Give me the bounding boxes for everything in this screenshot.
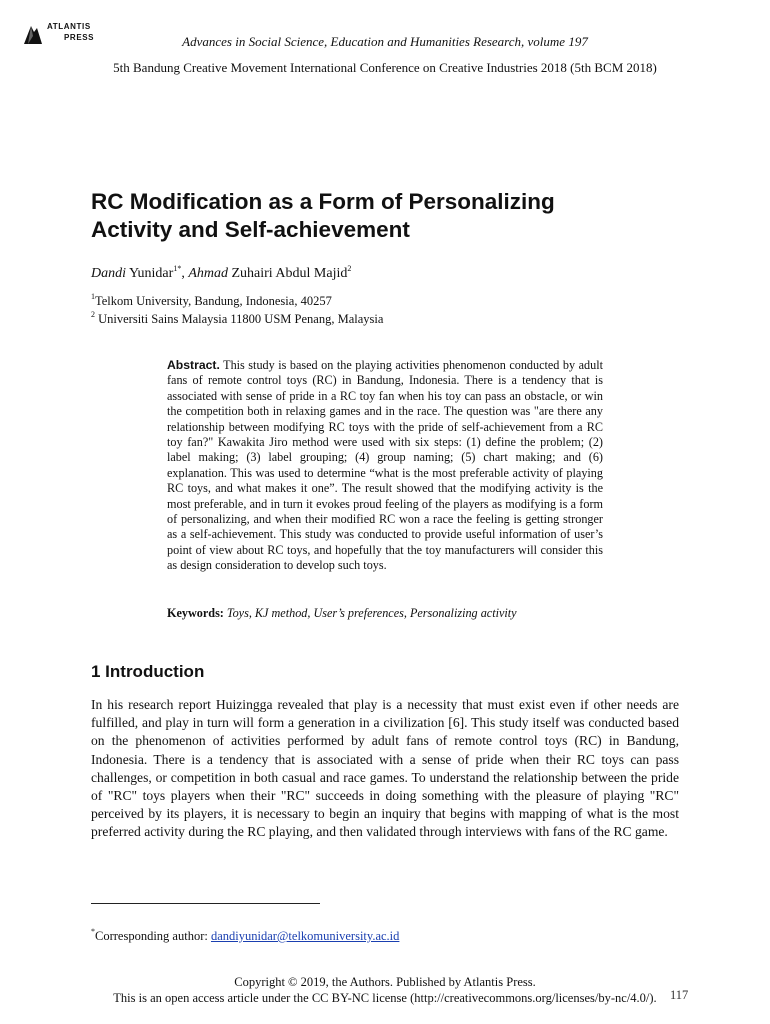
section-heading: 1 Introduction bbox=[91, 662, 205, 681]
author-2-given: Ahmad bbox=[188, 266, 228, 281]
paper-title-line-2: Activity and Self-achievement bbox=[91, 217, 410, 242]
series-title: Advances in Social Science, Education and Humanities Research, volume 197 bbox=[182, 34, 588, 49]
author-2-mark: 2 bbox=[347, 264, 352, 273]
author-1-given: Dandi bbox=[91, 266, 126, 281]
author-list bbox=[91, 264, 351, 282]
page-number: 117 bbox=[670, 988, 689, 1002]
abstract-body: This study is based on the playing activities phenomenon conducted by adult fans of remote control toys (RC) in Bandung, Indonesia. There is a tendency that is associated with sense of pride in a RC toy fan when his toy can pass an obstacle, or win the competition both in relaxing games and in the race. The question was "are there any relationship between modifying RC toys with the pride of self-achievement from a RC toy fan?" Kawakita Jiro method were used with six steps: (1) define the problem; (2) label making; (3) label grouping; (4) group naming; (5) chart making; and (6) explanation. This was used to determine “what is the most preferable activity of playing RC toys, and what makes it one”. The result showed that the modifying activity is the most preferable, and in turn it evokes proud feeling of the players as modifying is a form of personalizing, and when their modified RC won a race the feeling is getting stronger as a self-achievement. This study was conducted to provide useful information of user’s point of view about RC toys, and hopefully that the toy manufacturers will consider this as design consideration to develop such toys. bbox=[167, 358, 603, 573]
keywords-label: Keywords: bbox=[167, 606, 224, 620]
copyright-notice: Copyright © 2019, the Authors. Published by Atlantis Press. bbox=[234, 975, 536, 989]
affiliation-2-mark: 2 bbox=[91, 310, 95, 319]
license-notice: This is an open access article under the CC BY-NC license (http://creativecommons.org/licenses/by-nc/4.0/). bbox=[113, 991, 657, 1005]
logo-text-top: ATLANTIS bbox=[47, 22, 91, 31]
affiliation-1-mark: 1 bbox=[91, 292, 95, 301]
author-2-family: Zuhairi Abdul Majid bbox=[231, 266, 348, 281]
affiliation-2-text: Universiti Sains Malaysia 11800 USM Penang, Malaysia bbox=[95, 312, 384, 326]
keywords bbox=[167, 606, 603, 621]
author-1-mark: 1* bbox=[173, 264, 182, 273]
author-1-family: Yunidar bbox=[128, 266, 174, 281]
footnote bbox=[91, 927, 399, 944]
paper-title bbox=[91, 188, 691, 244]
footnote-mark: * bbox=[91, 927, 95, 936]
corresponding-email-link[interactable]: dandiyunidar@telkomuniversity.ac.id bbox=[210, 929, 400, 943]
section-body: In his research report Huizingga revealed that play is a necessity that must exist even if other needs are fulfilled, and play in turn will form a generation in a civilization [6]. This study itself was conducted based on the phenomenon of activities performed by adult fans of remote control toys (RC) in Bandung, Indonesia. There is a tendency that is associated with a sense of pride when their RC toys can pass challenges, or competition in both casual and race games. To understand the relationship between the pride of "RC" toys players when their "RC" succeeds in doing something with the pleasure of playing "RC" perceived by its players, it is necessary to begin an inquiry that begins with mapping of what is the most preferred activity during the RC playing, and then validated through interviews with fans of the RC game. bbox=[91, 697, 679, 840]
footnote-label: Corresponding author: bbox=[95, 929, 211, 943]
keywords-list: Toys, KJ method, User’s preferences, Personalizing activity bbox=[226, 606, 517, 620]
affiliation-2 bbox=[91, 310, 383, 327]
conference-title: 5th Bandung Creative Movement International Conference on Creative Industries 2018 (5th BCM 2018) bbox=[113, 60, 657, 75]
affiliation-1 bbox=[91, 292, 332, 309]
author-separator: , bbox=[181, 266, 185, 281]
logo-text-bottom: PRESS bbox=[64, 33, 95, 42]
affiliation-1-text: Telkom University, Bandung, Indonesia, 40257 bbox=[95, 294, 332, 308]
footnote-divider bbox=[91, 903, 320, 904]
abstract bbox=[167, 358, 603, 574]
paper-title-line-1: RC Modification as a Form of Personalizing bbox=[91, 189, 555, 214]
abstract-heading: Abstract. bbox=[167, 358, 220, 372]
